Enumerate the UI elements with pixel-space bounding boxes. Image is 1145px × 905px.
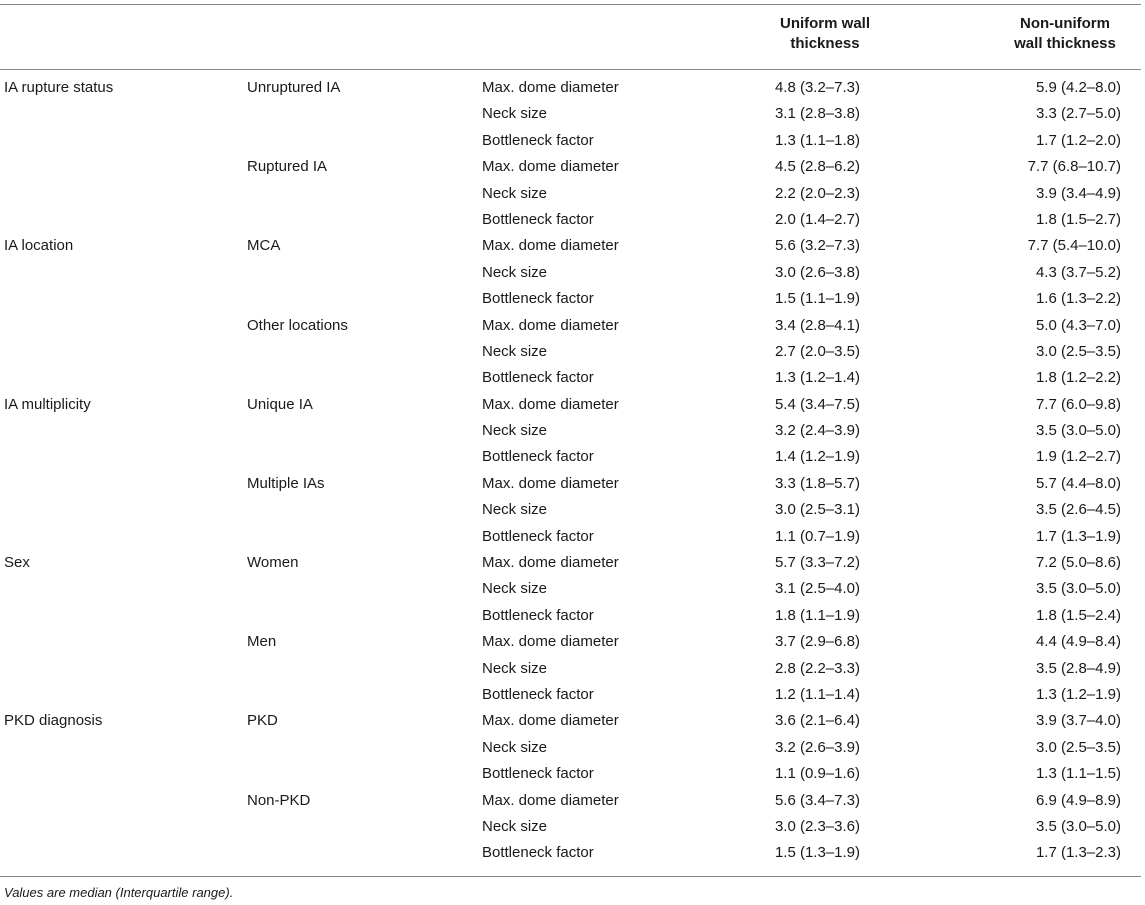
uniform-value-cell: 1.4 (1.2–1.9) [774,448,860,466]
measure-cell: Max. dome diameter [482,791,619,809]
measure-cell: Neck size [482,263,548,281]
subgroup-cell: MCA [247,237,281,255]
measure-cell: Max. dome diameter [482,554,619,572]
nonuniform-value-cell: 6.9 (4.9–8.9) [1035,791,1121,809]
measure-cell: Max. dome diameter [482,474,619,492]
uniform-value-cell: 4.8 (3.2–7.3) [774,79,860,96]
subgroup-cell: PKD [247,712,278,730]
table-body [0,75,1145,867]
table-row [0,840,1145,866]
subgroup-cell: Unique IA [247,395,313,413]
uniform-value-cell: 3.2 (2.6–3.9) [774,738,860,756]
nonuniform-value-cell: 1.8 (1.5–2.7) [1035,210,1121,228]
uniform-value-cell: 3.2 (2.4–3.9) [774,422,860,440]
table-row [0,629,1145,655]
measure-cell: Bottleneck factor [482,765,594,783]
header-line: wall thickness [1014,35,1116,52]
uniform-value-cell: 2.7 (2.0–3.5) [774,342,860,360]
table-row [0,418,1145,444]
uniform-value-cell: 3.4 (2.8–4.1) [774,316,860,334]
uniform-value-cell: 1.2 (1.1–1.4) [774,685,860,703]
measure-cell: Neck size [482,342,548,360]
group-cell: IA rupture status [4,79,114,96]
uniform-value-cell: 3.3 (1.8–5.7) [774,474,860,492]
table-row [0,392,1145,418]
nonuniform-value-cell: 1.7 (1.3–1.9) [1035,527,1121,545]
nonuniform-value-cell: 7.7 (6.0–9.8) [1035,395,1121,413]
table-row [0,576,1145,602]
table-row [0,603,1145,629]
uniform-value-cell: 1.3 (1.2–1.4) [774,369,860,387]
uniform-value-cell: 1.8 (1.1–1.9) [774,606,860,624]
uniform-value-cell: 2.0 (1.4–2.7) [774,210,860,228]
table-row [0,524,1145,550]
table-row [0,550,1145,576]
measure-cell: Max. dome diameter [482,158,619,176]
table-row [0,471,1145,497]
measure-cell: Neck size [482,184,548,202]
uniform-value-cell: 5.4 (3.4–7.5) [774,395,860,413]
table-row [0,708,1145,734]
nonuniform-value-cell: 5.0 (4.3–7.0) [1035,316,1121,334]
table-row [0,286,1145,312]
nonuniform-value-cell: 3.9 (3.4–4.9) [1035,184,1121,202]
table-row [0,75,1145,101]
nonuniform-value-cell: 3.5 (3.0–5.0) [1035,817,1121,835]
uniform-value-cell: 3.0 (2.6–3.8) [774,263,860,281]
nonuniform-value-cell: 4.3 (3.7–5.2) [1035,263,1121,281]
subgroup-cell: Ruptured IA [247,158,328,176]
nonuniform-value-cell: 3.9 (3.7–4.0) [1035,712,1121,730]
measure-cell: Neck size [482,422,548,440]
top-rule [0,4,1141,5]
measure-cell: Bottleneck factor [482,844,594,862]
subgroup-cell: Multiple IAs [247,474,325,492]
uniform-value-cell: 1.1 (0.9–1.6) [774,765,860,783]
subgroup-cell: Men [247,633,277,651]
measure-cell: Neck size [482,817,548,835]
uniform-value-cell: 2.8 (2.2–3.3) [774,659,860,677]
table-footnote: Values are median (Interquartile range). [4,885,234,900]
table-row [0,788,1145,814]
uniform-value-cell: 5.6 (3.4–7.3) [774,791,860,809]
nonuniform-value-cell: 3.3 (2.7–5.0) [1035,105,1121,123]
uniform-value-cell: 1.1 (0.7–1.9) [774,527,860,545]
nonuniform-value-cell: 1.7 (1.2–2.0) [1035,131,1121,149]
table-row [0,181,1145,207]
nonuniform-value-cell: 3.5 (2.6–4.5) [1035,501,1121,519]
measure-cell: Max. dome diameter [482,316,619,334]
table-row [0,154,1145,180]
nonuniform-value-cell: 5.9 (4.2–8.0) [1035,79,1121,96]
measure-cell: Neck size [482,738,548,756]
nonuniform-value-cell: 1.8 (1.5–2.4) [1035,606,1121,624]
measure-cell: Neck size [482,580,548,598]
nonuniform-value-cell: 3.5 (3.0–5.0) [1035,422,1121,440]
measure-cell: Bottleneck factor [482,210,594,228]
nonuniform-value-cell: 1.3 (1.2–1.9) [1035,685,1121,703]
nonuniform-value-cell: 3.0 (2.5–3.5) [1035,738,1121,756]
uniform-value-cell: 2.2 (2.0–2.3) [774,184,860,202]
nonuniform-value-cell: 3.5 (2.8–4.9) [1035,659,1121,677]
nonuniform-value-cell: 1.6 (1.3–2.2) [1035,290,1121,308]
uniform-value-cell: 1.3 (1.1–1.8) [774,131,860,149]
table-row [0,497,1145,523]
measure-cell: Bottleneck factor [482,448,594,466]
uniform-value-cell: 5.7 (3.3–7.2) [774,554,860,572]
header-line: thickness [790,35,860,52]
subgroup-cell: Women [247,554,299,572]
measure-cell: Max. dome diameter [482,633,619,651]
nonuniform-value-cell: 1.3 (1.1–1.5) [1035,765,1121,783]
measure-cell: Neck size [482,105,548,123]
table-row [0,814,1145,840]
measure-cell: Max. dome diameter [482,79,619,96]
nonuniform-value-cell: 4.4 (4.9–8.4) [1035,633,1121,651]
table-row [0,735,1145,761]
uniform-value-cell: 3.0 (2.3–3.6) [774,817,860,835]
group-cell: IA multiplicity [4,395,91,413]
uniform-value-cell: 3.1 (2.8–3.8) [774,105,860,123]
header-line: Non-uniform [1020,15,1110,32]
measure-cell: Bottleneck factor [482,290,594,308]
nonuniform-value-cell: 3.0 (2.5–3.5) [1035,342,1121,360]
subgroup-cell: Non-PKD [247,791,311,809]
uniform-value-cell: 3.0 (2.5–3.1) [774,501,860,519]
measure-cell: Bottleneck factor [482,527,594,545]
measure-cell: Max. dome diameter [482,395,619,413]
table-row [0,313,1145,339]
measure-cell: Max. dome diameter [482,712,619,730]
nonuniform-value-cell: 7.7 (5.4–10.0) [1027,237,1121,255]
table-row [0,339,1145,365]
group-cell: IA location [4,237,74,255]
nonuniform-value-cell: 7.2 (5.0–8.6) [1035,554,1121,572]
table-row [0,260,1145,286]
uniform-value-cell: 3.6 (2.1–6.4) [774,712,860,730]
table-row [0,128,1145,154]
group-cell: PKD diagnosis [4,712,103,730]
measure-cell: Max. dome diameter [482,237,619,255]
nonuniform-value-cell: 1.9 (1.2–2.7) [1035,448,1121,466]
nonuniform-value-cell: 1.8 (1.2–2.2) [1035,369,1121,387]
uniform-value-cell: 1.5 (1.3–1.9) [774,844,860,862]
nonuniform-value-cell: 5.7 (4.4–8.0) [1035,474,1121,492]
table-row [0,233,1145,259]
nonuniform-value-cell: 3.5 (3.0–5.0) [1035,580,1121,598]
subgroup-cell: Unruptured IA [247,79,341,96]
header-line: Uniform wall [779,15,870,32]
measure-cell: Neck size [482,501,548,519]
header-rule [0,69,1141,70]
measure-cell: Bottleneck factor [482,606,594,624]
measure-cell: Bottleneck factor [482,369,594,387]
table-row [0,656,1145,682]
uniform-value-cell: 5.6 (3.2–7.3) [774,237,860,255]
column-header-nonuniform [985,14,1145,54]
subgroup-cell: Other locations [247,316,348,334]
measure-cell: Neck size [482,659,548,677]
table-row [0,207,1145,233]
uniform-value-cell: 3.1 (2.5–4.0) [774,580,860,598]
uniform-value-cell: 1.5 (1.1–1.9) [774,290,860,308]
group-cell: Sex [4,554,30,572]
column-header-uniform [740,14,910,54]
table-row [0,444,1145,470]
nonuniform-value-cell: 1.7 (1.3–2.3) [1035,844,1121,862]
uniform-value-cell: 4.5 (2.8–6.2) [774,158,860,176]
nonuniform-value-cell: 7.7 (6.8–10.7) [1027,158,1121,176]
bottom-rule [0,876,1141,877]
table-row [0,761,1145,787]
measure-cell: Bottleneck factor [482,685,594,703]
measure-cell: Bottleneck factor [482,131,594,149]
table-row [0,101,1145,127]
table-row [0,682,1145,708]
table-row [0,365,1145,391]
uniform-value-cell: 3.7 (2.9–6.8) [774,633,860,651]
